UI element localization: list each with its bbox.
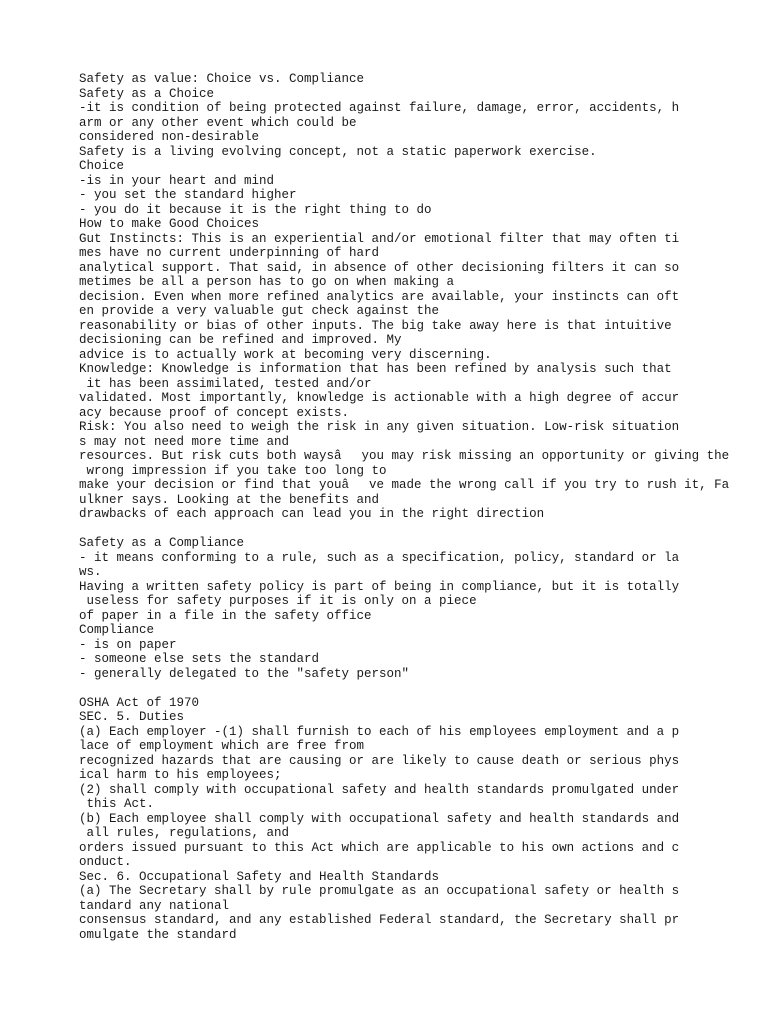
- text-line: - it means conforming to a rule, such as a specification, policy, standard or la: [79, 550, 680, 565]
- text-line: decisioning can be refined and improved. My: [79, 333, 402, 347]
- text-line: -is in your heart and mind: [79, 173, 275, 188]
- text-line: Compliance: [79, 623, 155, 637]
- text-line: drawbacks of each approach can lead you in the right direction: [79, 507, 545, 521]
- text-line: of paper in a file in the safety office: [79, 608, 372, 623]
- text-line: consensus standard, and any established Federal standard, the Secretary shall pr: [79, 913, 680, 927]
- text-line: omulgate the standard: [79, 927, 237, 942]
- text-line: ws.: [79, 565, 102, 579]
- text-line: analytical support. That said, in absence of other decisioning filters it can so: [79, 260, 680, 275]
- text-line: it has been assimilated, tested and/or: [79, 376, 372, 391]
- text-line: SEC. 5. Duties: [79, 710, 185, 724]
- text-line: Having a written safety policy is part of being in compliance, but it is totally: [79, 579, 680, 594]
- text-line: Safety is a living evolving concept, not a static paperwork exercise.: [79, 144, 597, 159]
- text-line: metimes be all a person has to go on when making a: [79, 275, 455, 289]
- text-line: recognized hazards that are causing or are likely to cause death or serious phys: [79, 753, 680, 768]
- text-line: onduct.: [79, 855, 132, 869]
- text-line: (b) Each employee shall comply with occupational safety and health standards and: [79, 811, 680, 826]
- text-line: all rules, regulations, and: [79, 826, 290, 840]
- text-line: [79, 681, 749, 696]
- text-line: make your decision or find that youâve made the wrong call if you try to rush it, Fa: [79, 478, 730, 492]
- text-line: s may not need more time and: [79, 434, 290, 449]
- text-line: Safety as a Choice: [79, 86, 215, 101]
- text-line: tandard any national: [79, 898, 230, 913]
- text-line: acy because proof of concept exists.: [79, 405, 350, 420]
- text-line: arm or any other event which could be: [79, 115, 357, 130]
- text-line: this Act.: [79, 797, 155, 811]
- text-line: Risk: You also need to weigh the risk in any given situation. Low-risk situation: [79, 420, 680, 434]
- text-line: decision. Even when more refined analytics are available, your instincts can oft: [79, 289, 680, 304]
- text-line: Choice: [79, 159, 125, 173]
- text-line: - is on paper: [79, 637, 177, 652]
- text-line: useless for safety purposes if it is only on a piece: [79, 594, 477, 608]
- text-line: (2) shall comply with occupational safety and health standards promulgated under: [79, 782, 680, 797]
- text-line: -it is condition of being protected against failure, damage, error, accidents, h: [79, 101, 680, 115]
- text-line: reasonability or bias of other inputs. The big take away here is that intuitive: [79, 318, 672, 333]
- text-line: mes have no current underpinning of hard: [79, 246, 380, 260]
- text-line: (a) Each employer -(1) shall furnish to each of his employees employment and a p: [79, 724, 680, 739]
- text-line: wrong impression if you take too long to: [79, 463, 387, 478]
- text-line: - you do it because it is the right thing to do: [79, 202, 432, 217]
- text-line: Gut Instincts: This is an experiential and/or emotional filter that may often ti: [79, 231, 680, 246]
- text-line: advice is to actually work at becoming very discerning.: [79, 347, 492, 362]
- text-line: - generally delegated to the "safety person": [79, 666, 410, 681]
- text-line: lace of employment which are free from: [79, 739, 365, 753]
- text-line: OSHA Act of 1970: [79, 695, 200, 710]
- text-line: - someone else sets the standard: [79, 652, 320, 666]
- text-line: (a) The Secretary shall by rule promulgate as an occupational safety or health s: [79, 884, 680, 898]
- text-line: - you set the standard higher: [79, 188, 297, 202]
- document-text: [79, 72, 749, 942]
- text-line: [79, 522, 749, 537]
- text-line: resources. But risk cuts both waysâyou may risk missing an opportunity or giving the: [79, 449, 730, 463]
- text-line: Knowledge: Knowledge is information that has been refined by analysis such that: [79, 362, 672, 376]
- text-line: How to make Good Choices: [79, 217, 260, 231]
- text-line: en provide a very valuable gut check against the: [79, 304, 440, 318]
- text-line: Sec. 6. Occupational Safety and Health Standards: [79, 869, 440, 884]
- text-line: validated. Most importantly, knowledge is actionable with a high degree of accur: [79, 391, 680, 405]
- text-line: orders issued pursuant to this Act which are applicable to his own actions and c: [79, 840, 680, 855]
- text-line: ulkner says. Looking at the benefits and: [79, 492, 380, 507]
- text-line: considered non-desirable: [79, 130, 260, 144]
- text-line: Safety as value: Choice vs. Compliance: [79, 72, 365, 86]
- text-line: ical harm to his employees;: [79, 768, 282, 782]
- text-line: Safety as a Compliance: [79, 536, 245, 550]
